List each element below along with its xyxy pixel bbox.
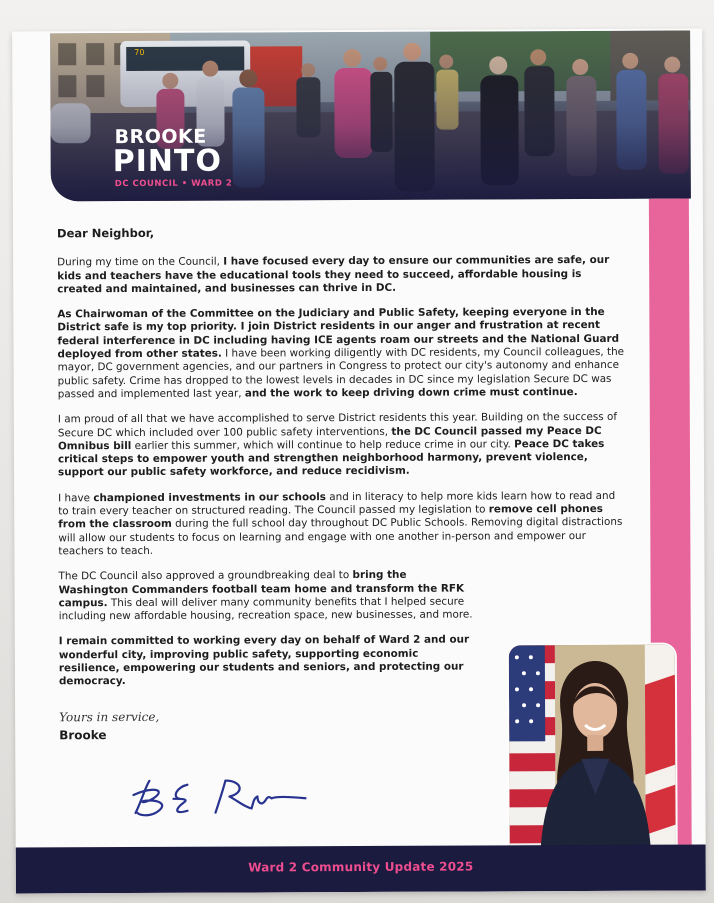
letter-signoff-name: Brooke <box>59 728 107 743</box>
handwritten-signature <box>125 772 315 823</box>
bold-text-run: championed investments in our schools <box>93 490 326 504</box>
campaign-logo <box>113 126 253 189</box>
text-run: during the full school day throughout DC Public Schools. Removing digital distractions will allow our students to focus on learning and engage with one another in-person and empower our teachers to teach. <box>58 516 623 558</box>
letter-paragraph <box>58 490 626 559</box>
footer-bar <box>16 844 706 893</box>
letter-greeting: Dear Neighbor, <box>56 225 155 241</box>
text-run: During my time on the Council, <box>57 255 224 269</box>
footer-title: Ward 2 Community Update 2025 <box>248 859 474 875</box>
bold-text-run: the DC Council passed my Peace DC Omnibus bill <box>57 424 602 453</box>
text-run: This deal will deliver many community benefits that I helped secure including new affordable housing, recreation space, new businesses, and more. <box>58 595 473 623</box>
letter-paragraph <box>57 306 625 402</box>
text-run: I have been working diligently with DC residents, my Council colleagues, the mayor, DC government agencies, and our partners in Congress to protect our city's autonomy and enhance public safety. Crime has dropped to the lowest levels in decades in DC since my legislation Secure DC was passed and implemented last year, <box>57 345 625 401</box>
logo-subtitle: DC COUNCIL • WARD 2 <box>114 178 233 190</box>
candidate-last-name <box>112 143 253 180</box>
letter-closing-paragraph: I remain committed to working every day on behalf of Ward 2 and our wonderful city, improving public safety, supporting economic resilience, empowering our students and seniors, and protecting our democracy. <box>58 633 470 688</box>
bold-text-run: bring the Washington Commanders football team home and transform the RFK campus. <box>58 569 465 610</box>
text-run: I am proud of all that we have accomplished to serve District residents this year. Building on the success of Secure DC which included over 100 public safety interventions, <box>57 411 618 439</box>
header-photo-banner <box>50 31 691 202</box>
text-run: I have <box>58 491 94 505</box>
mailer-page <box>12 28 706 893</box>
bold-text-run: and the work to keep driving down crime must continue. <box>244 386 578 400</box>
bold-text-run: remove cell phones from the classroom <box>58 502 603 531</box>
letter-paragraph <box>57 254 625 296</box>
candidate-last-name-text: PINTO <box>112 143 223 180</box>
text-run: The DC Council also approved a groundbreaking deal to <box>58 569 353 583</box>
bold-text-run: I have focused every day to ensure our communities are safe, our kids and teachers have the educational tools they need to succeed, affordable housing is created and maintained, and businesses can thrive in DC. <box>57 254 610 296</box>
letter-valediction: Yours in service, <box>59 709 160 724</box>
bold-text-run: Peace DC takes critical steps to empower youth and strengthen neighborhood harmony, prevent violence, support our public safety workforce, and reduce recidivism. <box>57 437 605 479</box>
candidate-portrait-photo <box>509 645 676 868</box>
text-run: and in literacy to help more kids learn how to read and to train every teacher on structured reading. The Council passed my legislation to <box>58 489 616 518</box>
letter-paragraph <box>58 411 626 480</box>
candidate-first-name: BROOKE <box>114 125 207 149</box>
letter-paragraph <box>58 569 478 624</box>
text-run: earlier this summer, which will continue to help reduce crime in our city. <box>131 438 515 452</box>
bold-text-run: As Chairwoman of the Committee on the Judiciary and Public Safety, keeping everyone in the District safe is my top priority. I join District residents in our anger and frustration at recent federal interference in DC including having ICE agents roam our streets and the National Guard deployed from other states. <box>57 306 620 361</box>
